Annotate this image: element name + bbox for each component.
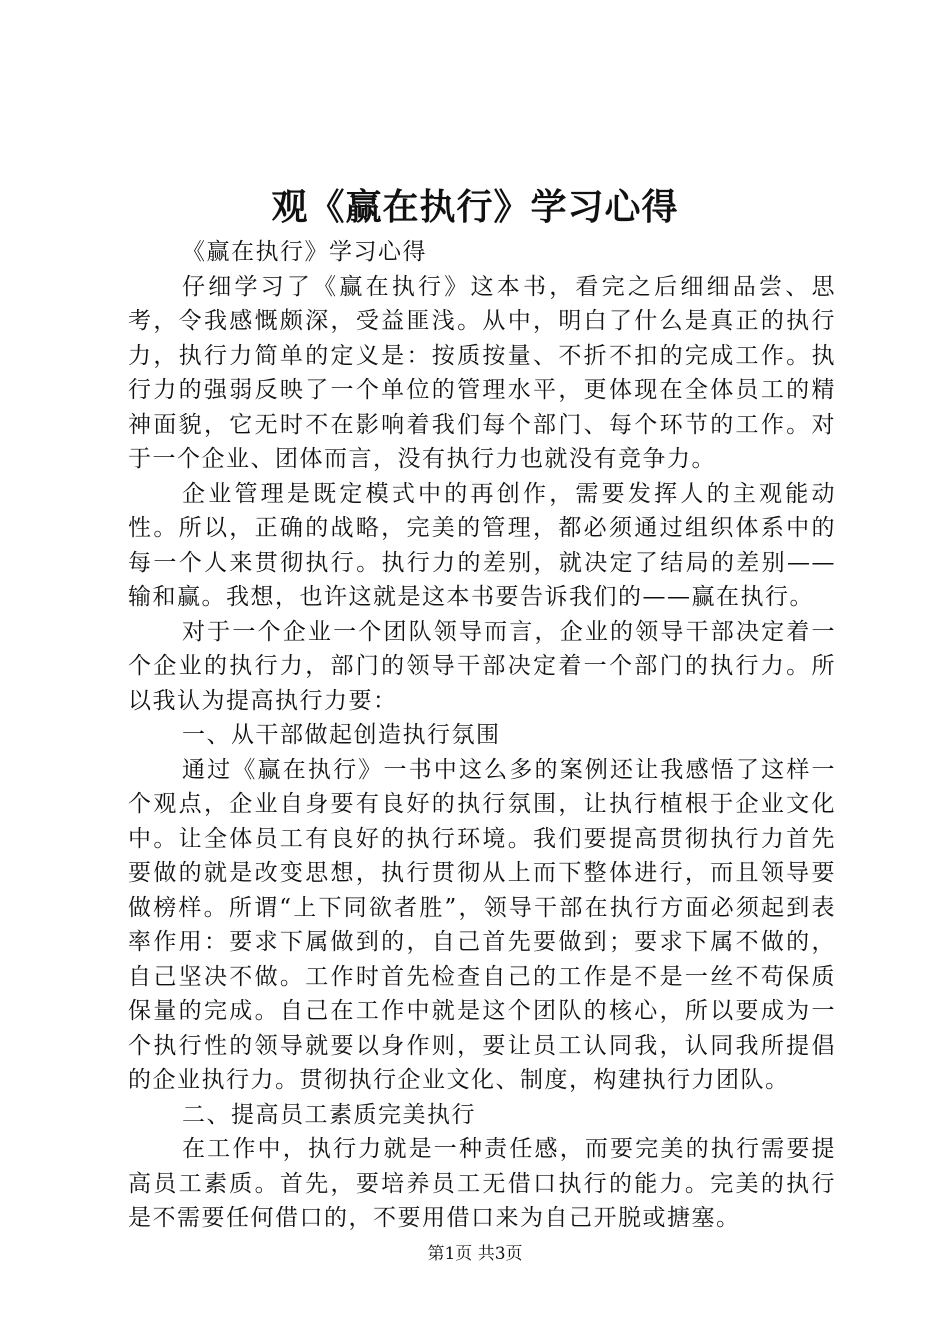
body-paragraph: 在工作中，执行力就是一种责任感，而要完美的执行需要提高员工素质。首先，要培养员工无借口执行的能力。完美的执行是不需要任何借口的，不要用借口来为自己开脱或搪塞。 bbox=[128, 1136, 836, 1231]
section-heading: 二、提高员工素质完美执行 bbox=[182, 1101, 476, 1128]
document-body bbox=[128, 235, 836, 1236]
body-paragraph: 企业管理是既定模式中的再创作，需要发挥人的主观能动性。所以，正确的战略，完美的管理，都必须通过组织体系中的每一个人来贯彻执行。执行力的差别，就决定了结局的差别——输和赢。我想，也许这就是这本书要告诉我们的——赢在执行。 bbox=[128, 480, 836, 610]
subtitle-paragraph: 《赢在执行》学习心得 bbox=[182, 239, 427, 265]
document-title: 观《赢在执行》学习心得 bbox=[271, 186, 679, 228]
section-heading: 一、从干部做起创造执行氛围 bbox=[182, 722, 501, 748]
body-paragraph: 通过《赢在执行》一书中这么多的案例还让我感悟了这样一个观点，企业自身要有良好的执行氛围，让执行植根于企业文化中。让全体员工有良好的执行环境。我们要提高贯彻执行力首先要做的就是改变思想，执行贯彻从上而下整体进行，而且领导要做榜样。所谓“上下同欲者胜”，领导干部在执行方面必须起到表率作用：要求下属做到的，自己首先要做到；要求下属不做的，自己坚决不做。工作时首先检查自己的工作是不是一丝不苟保质保量的完成。自己在工作中就是这个团队的核心，所以要成为一个执行性的领导就要以身作则，要让员工认同我，认同我所提倡的企业执行力。贯彻执行企业文化、制度，构建执行力团队。 bbox=[128, 756, 836, 1093]
body-paragraph: 对于一个企业一个团队领导而言，企业的领导干部决定着一个企业的执行力，部门的领导干部决定着一个部门的执行力。所以我认为提高执行力要： bbox=[128, 618, 836, 714]
page-footer: 第1页 共3页 bbox=[427, 1244, 523, 1264]
body-paragraph: 仔细学习了《赢在执行》这本书，看完之后细细品尝、思考，令我感慨颇深，受益匪浅。从中，明白了什么是真正的执行力，执行力简单的定义是：按质按量、不折不扣的完成工作。执行力的强弱反映了一个单位的管理水平，更体现在全体员工的精神面貌，它无时不在影响着我们每个部门、每个环节的工作。对于一个企业、团体而言，没有执行力也就没有竞争力。 bbox=[128, 273, 836, 472]
